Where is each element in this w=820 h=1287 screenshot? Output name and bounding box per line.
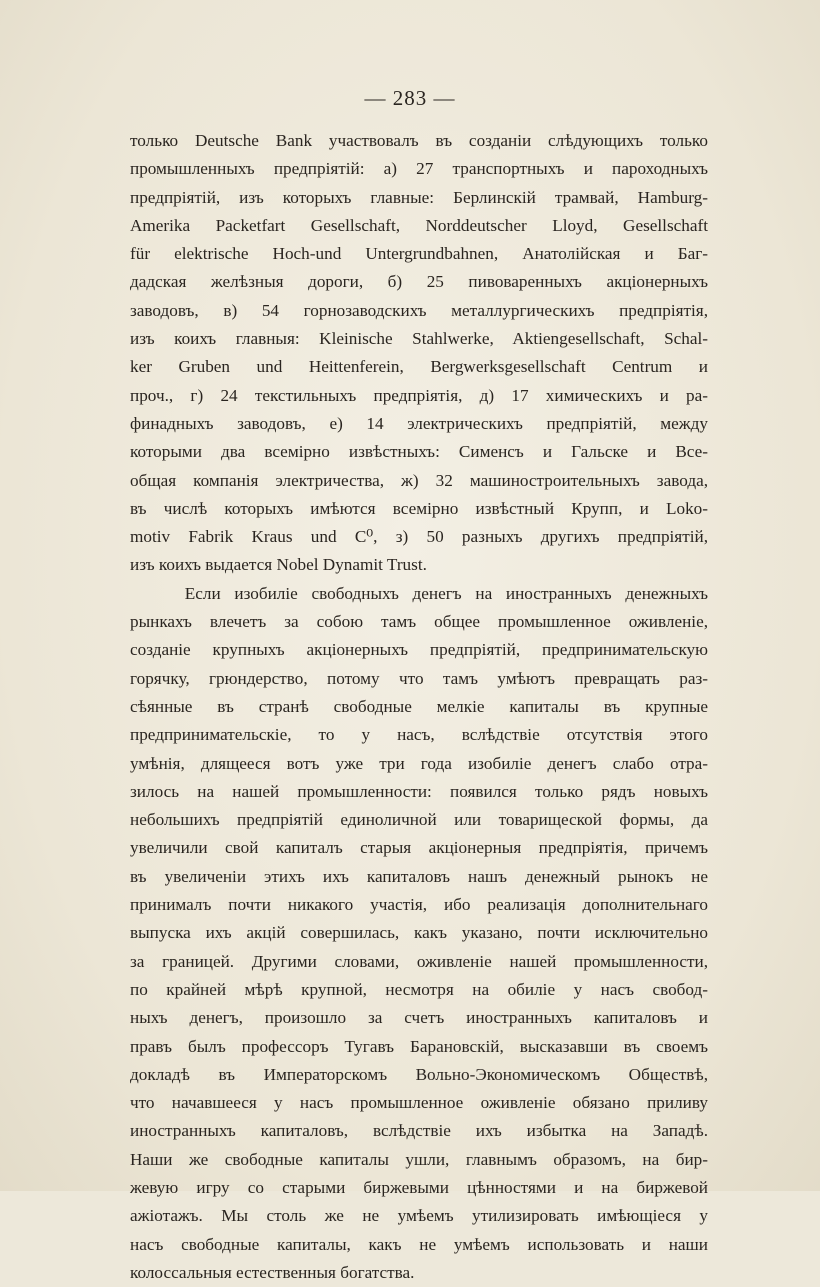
text-line: ker Gruben und Heittenferein, Bergwerksgesellschaft Centrum и <box>130 357 708 377</box>
text-line: небольшихъ предпріятій единоличной или товарищеской формы, да <box>130 810 708 830</box>
text-line: промышленныхъ предпріятій: а) 27 транспортныхъ и пароходныхъ <box>130 159 708 179</box>
text-line: motiv Fabrik Kraus und C⁰, з) 50 разныхъ другихъ предпріятій, <box>130 527 708 547</box>
text-line: сѣянные въ странѣ свободные мелкіе капиталы въ крупные <box>130 696 708 716</box>
text-line: финадныхъ заводовъ, е) 14 электрическихъ предпріятій, между <box>130 413 708 433</box>
text-line: созданіе крупныхъ акціонерныхъ предпріятій, предпринимательскую <box>130 640 708 660</box>
text-line: Наши же свободные капиталы ушли, главнымъ образомъ, на бир- <box>130 1149 708 1169</box>
text-line: ажіотажъ. Мы столь же не умѣемъ утилизировать имѣющіеся у <box>130 1206 708 1226</box>
text-line: жевую игру со старыми биржевыми цѣнностями и на биржевой <box>130 1177 708 1197</box>
text-line: насъ свободные капиталы, какъ не умѣемъ использовать и наши <box>130 1234 708 1254</box>
text-line: изъ коихъ выдается Nobel Dynamit Trust. <box>130 555 427 575</box>
text-line: по крайней мѣрѣ крупной, несмотря на обиліе у насъ свобод- <box>130 979 708 999</box>
text-line: иностранныхъ капиталовъ, вслѣдствіе ихъ избытка на Западѣ. <box>130 1121 708 1141</box>
text-line: въ увеличеніи этихъ ихъ капиталовъ нашъ денежный рынокъ не <box>130 866 708 886</box>
text-line: изъ коихъ главныя: Kleinische Stahlwerke, Aktiengesellschaft, Schal- <box>130 329 708 349</box>
text-line: зилось на нашей промышленности: появился только рядъ новыхъ <box>130 781 708 801</box>
text-line: проч., г) 24 текстильныхъ предпріятія, д) 17 химическихъ и ра- <box>130 385 708 405</box>
text-line: увеличили свой капиталъ старыя акціонерныя предпріятія, причемъ <box>130 838 708 858</box>
text-line: колоссальныя естественныя богатства. <box>130 1262 415 1282</box>
paragraph-start-line: Если изобиліе свободныхъ денегъ на иностранныхъ денежныхъ <box>130 583 708 603</box>
text-line: правъ былъ профессоръ Тугавъ Барановскій, высказавши въ своемъ <box>130 1036 708 1056</box>
text-line: только Deutsche Bank участвовалъ въ созданіи слѣдующихъ только <box>130 131 708 150</box>
text-line: за границей. Другими словами, оживленіе нашей промышленности, <box>130 951 708 971</box>
text-line: выпуска ихъ акцій совершилась, какъ указано, почти исключительно <box>130 923 708 943</box>
text-line: докладѣ въ Императорскомъ Вольно-Экономическомъ Обществѣ, <box>130 1064 708 1084</box>
text-line: заводовъ, в) 54 горнозаводскихъ металлургическихъ предпріятія, <box>130 300 708 320</box>
text-line: общая компанія электричества, ж) 32 машиностроительныхъ завода, <box>130 470 708 490</box>
text-line: умѣнія, длящееся вотъ уже три года изобиліе денегъ слабо отра- <box>130 753 708 773</box>
page-number: — 283 — <box>364 86 456 110</box>
text-line: дадская желѣзныя дороги, б) 25 пивоваренныхъ акціонерныхъ <box>130 272 708 292</box>
text-line: Amerika Packetfart Gesellschaft, Norddeutscher Lloyd, Gesellschaft <box>130 215 708 235</box>
text-line: которыми два всемірно извѣстныхъ: Сименсъ и Гальске и Все- <box>130 442 708 462</box>
text-line: въ числѣ которыхъ имѣются всемірно извѣстный Крупп, и Loko- <box>130 498 708 518</box>
body-text <box>130 127 708 1287</box>
text-line: рынкахъ влечетъ за собою тамъ общее промышленное оживленіе, <box>130 612 708 632</box>
text-line: ныхъ денегъ, произошло за счетъ иностранныхъ капиталовъ и <box>130 1008 708 1028</box>
text-line: предпринимательскіе, то у насъ, вслѣдствіе отсутствія этого <box>130 725 708 745</box>
text-line: горячку, грюндерство, потому что тамъ умѣютъ превращать раз- <box>130 668 708 688</box>
text-line: für elektrische Hoch-und Untergrundbahnen, Анатолійская и Баг- <box>130 244 708 264</box>
text-line: принималъ почти никакого участія, ибо реализація дополнительнаго <box>130 895 708 915</box>
text-line: что начавшееся у насъ промышленное оживленіе обязано приливу <box>130 1093 708 1113</box>
text-line: предпріятій, изъ которыхъ главные: Берлинскій трамвай, Hamburg- <box>130 187 708 207</box>
